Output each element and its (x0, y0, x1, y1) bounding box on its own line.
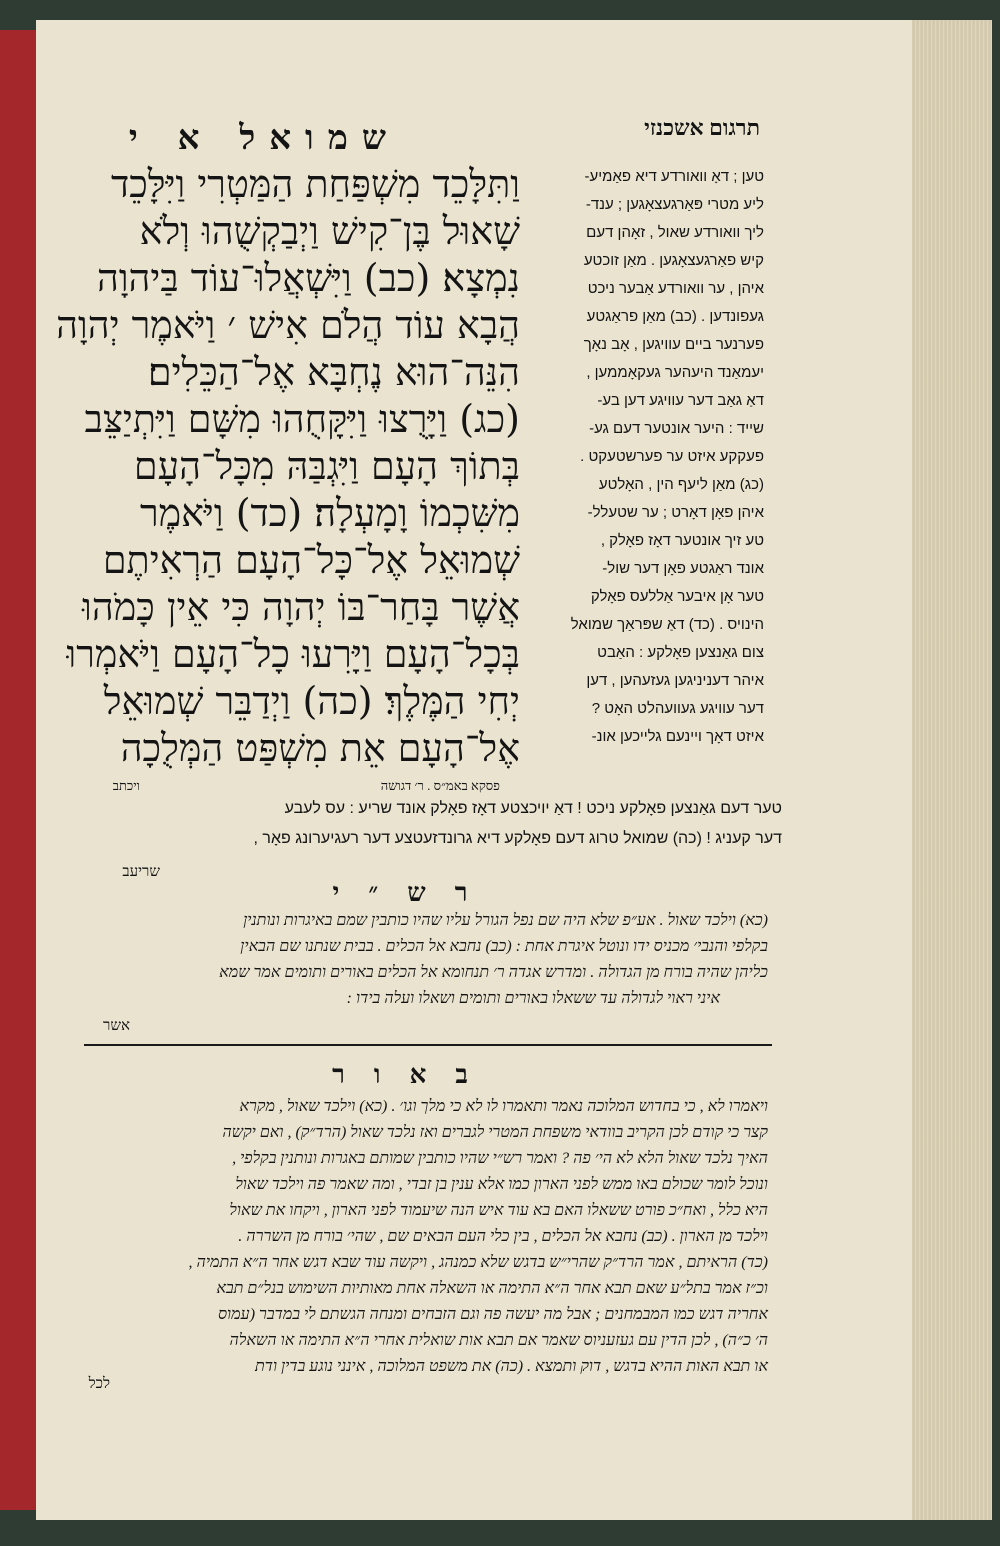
yiddish-line: צום גאַנצען פאָלקע : האַבט (597, 644, 764, 661)
hebrew-line: הִנֵּה־הוּא נֶחְבָּא אֶל־הַכֵּלִים׃ (147, 350, 520, 394)
yiddish-line: געפונדען . (כב) מאַן פראַגטע (586, 308, 764, 325)
hebrew-line: אֶל־הָעָם אֵת מִשְׁפַּט הַמְּלֻכָה (120, 726, 520, 770)
yiddish-line: (כג) מאַן ליעף הין , האָלטע (598, 476, 764, 493)
yiddish-line: ליע מטרי פּאַרגעצאָגען ; ענד- (585, 196, 764, 213)
yiddish-line: איהן פאָן דאָרט ; ער שטעלל- (587, 504, 764, 521)
yiddish-line: איהר דעניניגען געזעהען , דען (586, 672, 764, 689)
masoretic-note: פסקא באמ״ס . ר׳ דגושה (380, 778, 500, 793)
hebrew-line: נִמְצָא׃ (כב) וַיִּשְׁאֲלוּ־עוֹד בַּיהוָה (96, 256, 520, 300)
section-divider (84, 1044, 772, 1046)
hebrew-line: אֲשֶׁר בָּחַר־בּוֹ יְהוָה כִּי אֵין כָּמֹהוּ (82, 585, 520, 629)
masoretic-note-right: ויכתב (112, 778, 140, 793)
biur-line: ויאמרו לא , כי בחדוש המלוכה נאמר ותאמרו לו לא כי מלך וגו׳ . (כא) וילכד שאול , מקרא (239, 1098, 768, 1115)
book-cover-edge (0, 30, 36, 1510)
rashi-line: בקלפי והנבי׳ מכניס ידו ונוטל איגרת אחת : (כב) נחבא אל הכלים . בבית שנתנו שם הבאין (240, 938, 768, 955)
yiddish-line: איהן , ער וואורדע אַבער ניכט (587, 280, 764, 297)
biur-line: האיך נלכד שאול הלא לא הי׳ פה ? ואמר רש״י שהיו כותבין שמותם באגרות ונותנין בקלפי , (232, 1150, 768, 1167)
rashi-heading: ר ש ״ י (332, 878, 478, 908)
biur-line: קצר כי קודם לכן הקריב בוודאי משפחת המטרי לגברים ואז נלכד שאול (הרד״ק) , ואם יקשה (222, 1124, 768, 1141)
yiddish-line: יעמאַנד היעהער געקאָממען , (586, 364, 764, 381)
rashi-catchword: אשר (103, 1018, 130, 1034)
yiddish-line: ליך וואורדע שאול , זאָהן דעם (586, 224, 764, 241)
biur-line: ונוכל לומר שכולם באו ממש לפני הארון כמו אלא ענין בן זבדי , ומה שאמר פה וילכד שאול (235, 1176, 768, 1193)
hebrew-line: וַתִּלָּכֵד מִשְׁפַּחַת הַמַּטְרִי וַיִּלָּכֵד (110, 162, 520, 206)
yiddish-line: דער עוויגע געוועהלט האָט ? (591, 700, 764, 717)
hebrew-line: בְּתוֹךְ הָעָם וַיִּגְבַּהּ מִכָּל־הָעָם (133, 444, 520, 488)
hebrew-line: בְּכָל־הָעָם וַיָּרִעוּ כָל־הָעָם וַיֹּאמְרוּ (66, 632, 520, 676)
page-header-targum: תרגום אשכנזי (644, 115, 760, 140)
biur-catchword: לכל (88, 1376, 110, 1392)
biur-line: וילכד מן הארון . (כב) נחבא אל הכלים , בין כלי העם הבאים שם , שהי׳ בורח מן השררה . (238, 1228, 768, 1245)
yiddish-line: קיש פאַרגעצאָגען . מאַן זוכטע (583, 252, 764, 269)
yiddish-line: הינויס . (כד) דאַ שפּראַך שמואל (570, 616, 764, 633)
yiddish-wide-line: דער קעניג ! (כה) שמואל טרוג דעם פאָלקע דיא גרונדזעטצע דער רעגיערונג פאָר , (253, 830, 782, 847)
rashi-line: כליהן שהיה בורח מן הגדולה . ומדרש אגדה ר׳ תנחומא אל הכלים באורים ותומים אמר שמא (219, 964, 768, 981)
page-header-book: שמואל א י (128, 118, 400, 158)
biur-heading: ב א ו ר (332, 1060, 478, 1090)
yiddish-line: פערנער ביים עוויגען , אָב נאָך (583, 336, 764, 353)
rashi-line: (כא) וילכד שאול . אע״פ שלא היה שם נפל הגורל עליו שהיו כותבין שמם באיגרות ונותנין (243, 912, 768, 929)
biur-line: או תבא האות ההיא בדגש , דוק ותמצא . (כה) את משפט המלוכה , אינני נוגע בדין ודת (254, 1358, 768, 1375)
yiddish-catchword: שריעב (122, 864, 160, 880)
yiddish-line: פעקקע איזט ער פערשטעקט . (580, 448, 764, 465)
biur-line: וכ״ז אמר בתל״ע שאם תבא אחר ה״א התימה או השאלה אחת מאותיות השימוש בנל״ם תבא (216, 1280, 768, 1297)
yiddish-line: איזט דאָך ויינעם גלייכען אונ- (591, 728, 764, 745)
hebrew-line: (כג) וַיָּרֻצוּ וַיִּקָּחֻהוּ מִשָּׁם וַיִּתְיַצֵּב (84, 397, 520, 441)
biur-line: (כד) הראיתם , אמר הרד״ק שהרי״ש בדגש שלא כמנהג , ויקשה עוד שבא דגש אחר ה״א התמיה , (188, 1254, 768, 1271)
yiddish-line: טע זיך אונטער דאָז פאָלק , (600, 532, 764, 549)
page-edges (912, 20, 992, 1520)
rashi-line: איני ראוי לגדולה עד ששאלו באורים ותומים ושאלו ועלה בידו : (346, 990, 720, 1007)
biur-line: ה׳ כ״ה) , לכן הדין עם געזעניוס שאמר אם תבא אות שואלית אחרי ה״א התימה או השאלה (229, 1332, 768, 1349)
hebrew-line: שָׁאוּל בֶּן־קִישׁ וַיְבַקְשֻׁהוּ וְלֹא (139, 209, 520, 253)
yiddish-wide-line: טער דעם גאַנצען פאָלקע ניכט ! דאַ יויכצטע דאָז פאָלק אונד שריע : עס לעבע (284, 800, 782, 817)
yiddish-line: טען ; דאָ וואורדע דיא פאַמיע- (584, 168, 764, 185)
yiddish-line: שייד : היער אונטער דעם גע- (589, 420, 764, 437)
biur-line: היא כלל , ואח״כ פורט ששאלו האם בא עוד איש הנה שיעמוד לפני הארון , ויקחו את שאול (229, 1202, 768, 1219)
hebrew-line: יְחִי הַמֶּלֶךְ׃ (כה) וַיְדַבֵּר שְׁמוּאֵל (103, 679, 520, 723)
yiddish-line: טער אָן איבער אַללעס פאָלק (590, 588, 764, 605)
hebrew-line: הֲבָא עוֹד הֲלֹם אִישׁ ׳ וַיֹּאמֶר יְהוָה (56, 303, 520, 347)
biur-line: אחריה דגש כמו המבמחנים ; אבל מה יעשה פה וגם הזבחים ומנחה הגשתם לי במדבר (עמוס (217, 1306, 768, 1323)
hebrew-line: מִשִּׁכְמוֹ וָמָעְלָה׃ (כד) וַיֹּאמֶר (139, 491, 520, 535)
hebrew-line: שְׁמוּאֵל אֶל־כָּל־הָעָם הַרְאִיתֶם (102, 538, 520, 582)
yiddish-line: אונד ראַגטע פאָן דער שול- (602, 560, 764, 577)
yiddish-line: דאַ גאַב דער עוויגע דען בע- (597, 392, 764, 409)
